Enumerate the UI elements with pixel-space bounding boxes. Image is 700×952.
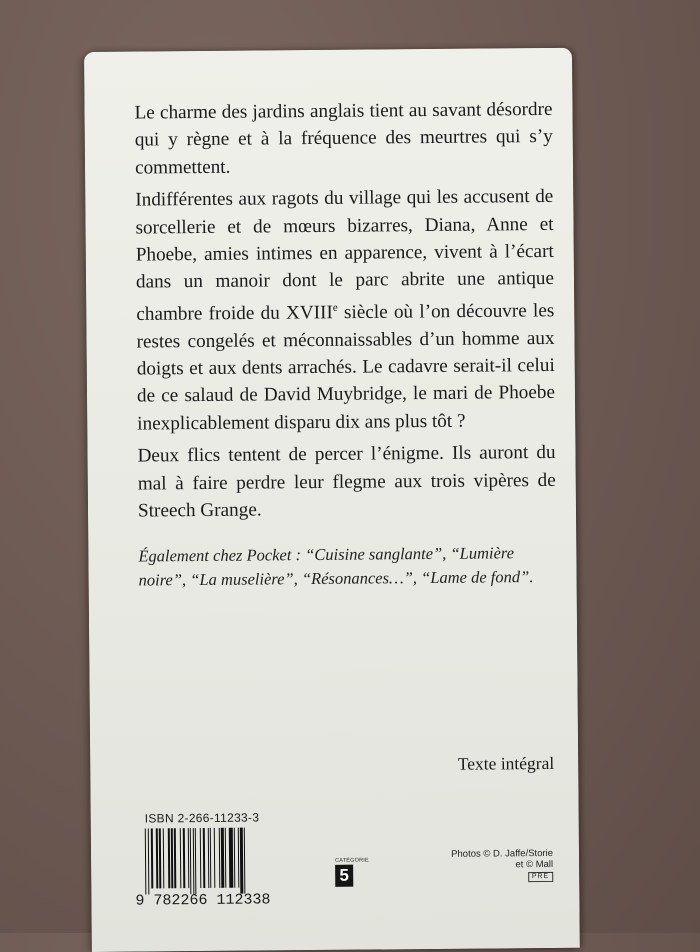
barcode-bars	[145, 827, 294, 894]
blurb	[134, 96, 556, 530]
category-label: CATÉGORIE	[335, 857, 369, 864]
book-back-cover	[84, 48, 580, 952]
barcode-bar	[245, 828, 247, 888]
blurb-paragraph-1: Le charme des jardins anglais tient au savant désordre qui y règne et à la fréquence des meurtres qui s’y commettent.	[134, 98, 553, 179]
blurb-paragraph-2	[135, 183, 555, 438]
publisher-logo: PRE	[528, 872, 553, 882]
photo-credits	[451, 848, 553, 883]
texte-integral-label: Texte intégral	[457, 752, 555, 774]
blurb-paragraph-3: Deux flics tentent de percer l’énigme. Ils auront du mal à faire perdre leur flegme aux trois vipères de Streech Grange.	[137, 442, 556, 522]
century-superscript: e	[332, 301, 338, 314]
barcode	[135, 827, 294, 908]
also-by-author: Également chez Pocket : “Cuisine sanglante”, “Lumière noire”, “La muselière”, “Résonances…”, “Lame de fond”.	[138, 543, 534, 590]
category-number: 5	[335, 865, 353, 887]
blurb-paragraph-2-start: Indifférentes aux ragots du village qui les accusent de sorcellerie et de mœurs bizarres, Diana, Anne et Phoebe, amies intimes en apparence, vivent à l’écart dans un manoir dont le parc abrite une antique chambre froide du XVIII	[135, 186, 555, 325]
blurb-paragraph-2-end: siècle où l’on découvre les restes congelés et méconnaissables d’un homme aux doigts et aux dents arrachés. Le cadavre serait-il celui de ce salaud de David Muybridge, le mari de Phoebe inexplicablement disparu dix ans plus tôt ?	[136, 300, 556, 435]
photo-credit-line-2: et © Mall	[515, 858, 554, 871]
category-badge	[335, 857, 369, 887]
barcode-number: 9 782266 112338	[135, 891, 271, 910]
isbn: ISBN 2-266-11233-3	[144, 810, 260, 826]
photo-credit-line-1: Photos © D. Jaffe/Storie	[451, 847, 554, 860]
